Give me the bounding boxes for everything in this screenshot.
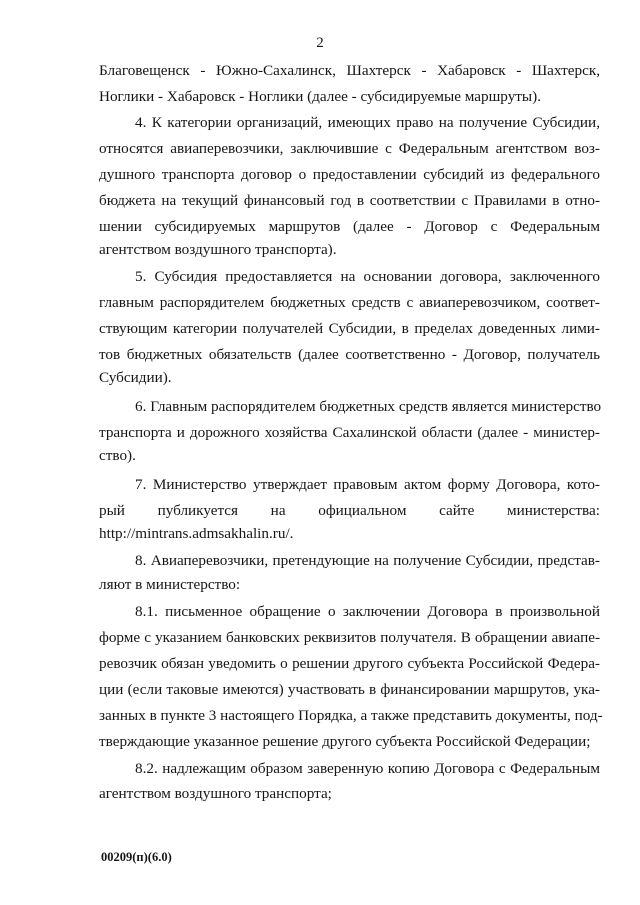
text-line: тов бюджетных обязательств (далее соответственно - Договор, получатель — [99, 346, 600, 363]
text-line: 5. Субсидия предоставляется на основании договора, заключенного — [135, 268, 600, 285]
text-line: относятся авиаперевозчики, заключившие с Федеральным агентством воз- — [99, 140, 600, 157]
text-line: 4. К категории организаций, имеющих право на получение Субсидии, — [135, 114, 600, 131]
text-line: ство). — [99, 447, 136, 464]
text-line: ревозчик обязан уведомить о решении другого субъекта Российской Федера- — [99, 655, 600, 672]
text-line: главным распорядителем бюджетных средств с авиаперевозчиком, соответ- — [99, 294, 600, 311]
text-line: ствующим категории получателей Субсидии, в пределах доведенных лими- — [99, 320, 600, 337]
text-line: 8.1. письменное обращение о заключении Договора в произвольной — [135, 603, 600, 620]
document-code: 00209(п)(6.0) — [101, 850, 172, 864]
text-line: 6. Главным распорядителем бюджетных средств является министерство — [135, 398, 602, 415]
page-number: 2 — [316, 35, 324, 51]
text-line: Субсидии). — [99, 369, 172, 386]
text-line: Ноглики - Хабаровск - Ноглики (далее - субсидируемые маршруты). — [99, 88, 541, 105]
text-line: ции (если таковые имеются) участвовать в финансировании маршрутов, ука- — [99, 681, 600, 698]
text-line: бюджета на текущий финансовый год в соответствии с Правилами в отно- — [99, 192, 600, 209]
text-line: душного транспорта договор о предоставлении субсидий из федерального — [99, 166, 600, 183]
text-line: Благовещенск - Южно-Сахалинск, Шахтерск - Хабаровск - Шахтерск, — [99, 62, 600, 79]
text-line: 8.2. надлежащим образом заверенную копию Договора с Федеральным — [135, 760, 600, 777]
text-line: агентством воздушного транспорта). — [99, 241, 337, 258]
text-line: транспорта и дорожного хозяйства Сахалинской области (далее - министер- — [99, 424, 600, 441]
text-line: занных в пункте 3 настоящего Порядка, а также представить документы, под- — [99, 707, 603, 724]
text-line: ляют в министерство: — [99, 576, 241, 593]
text-line: 7. Министерство утверждает правовым актом форму Договора, кото- — [135, 476, 600, 493]
text-line: 8. Авиаперевозчики, претендующие на получение Субсидии, представ- — [135, 552, 600, 569]
text-line: шении субсидируемых маршрутов (далее - Договор с Федеральным — [99, 218, 600, 235]
text-line: форме с указанием банковских реквизитов получателя. В обращении авиапе- — [99, 629, 600, 646]
text-line: http://mintrans.admsakhalin.ru/. — [99, 525, 294, 542]
text-line: агентством воздушного транспорта; — [99, 785, 332, 802]
text-line: тверждающие указанное решение другого субъекта Российской Федерации; — [99, 733, 591, 750]
text-line: рый публикуется на официальном сайте министерства: — [99, 502, 600, 519]
